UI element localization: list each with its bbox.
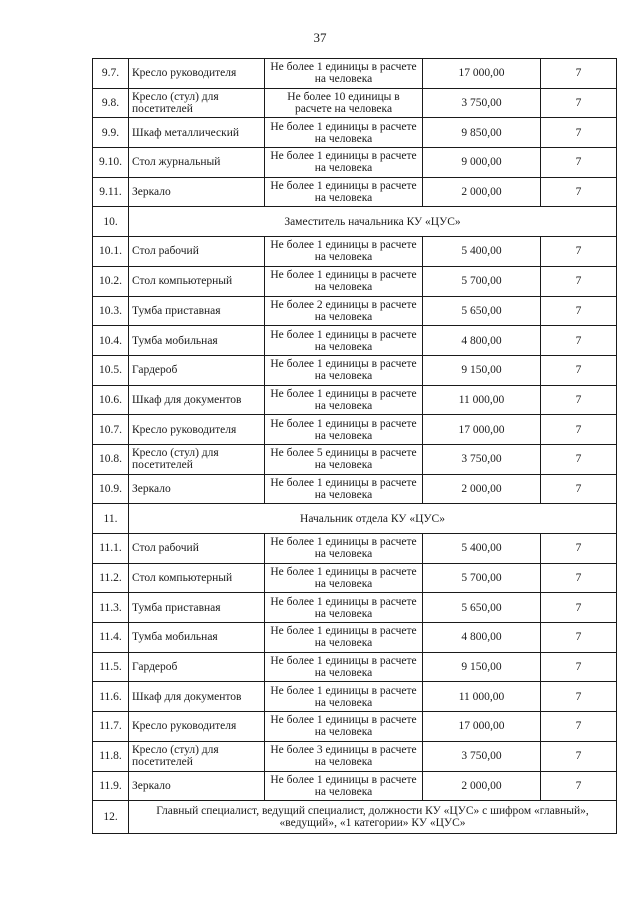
table-row — [93, 563, 617, 593]
item-term: 7 — [541, 623, 617, 653]
item-term: 7 — [541, 444, 617, 474]
item-price: 5 700,00 — [423, 563, 541, 593]
item-name: Зеркало — [129, 177, 265, 207]
item-name: Стол компьютерный — [129, 266, 265, 296]
section-title: Начальник отдела КУ «ЦУС» — [129, 504, 617, 534]
item-norm: Не более 1 единицы в расчете на человека — [265, 712, 423, 742]
item-price: 5 650,00 — [423, 593, 541, 623]
item-norm: Не более 1 единицы в расчете на человека — [265, 652, 423, 682]
section-title: Заместитель начальника КУ «ЦУС» — [129, 207, 617, 237]
item-norm: Не более 1 единицы в расчете на человека — [265, 266, 423, 296]
item-term: 7 — [541, 266, 617, 296]
item-price: 9 150,00 — [423, 355, 541, 385]
section-number: 10. — [93, 207, 129, 237]
item-price: 9 000,00 — [423, 148, 541, 178]
item-price: 3 750,00 — [423, 444, 541, 474]
item-norm: Не более 1 единицы в расчете на человека — [265, 474, 423, 504]
item-number: 11.2. — [93, 563, 129, 593]
item-name: Шкаф для документов — [129, 682, 265, 712]
item-name: Гардероб — [129, 355, 265, 385]
furniture-norms-table — [92, 58, 617, 834]
item-term: 7 — [541, 534, 617, 564]
table-row — [93, 177, 617, 207]
item-name: Зеркало — [129, 474, 265, 504]
item-norm: Не более 1 единицы в расчете на человека — [265, 326, 423, 356]
section-header-row — [93, 504, 617, 534]
section-title: Главный специалист, ведущий специалист, должности КУ «ЦУС» с шифром «главный», «ведущий», «1 категории» КУ «ЦУС» — [129, 801, 617, 834]
item-price: 2 000,00 — [423, 474, 541, 504]
item-price: 17 000,00 — [423, 415, 541, 445]
table-row — [93, 652, 617, 682]
table-row — [93, 237, 617, 267]
item-name: Кресло руководителя — [129, 59, 265, 89]
item-term: 7 — [541, 741, 617, 771]
item-number: 10.5. — [93, 355, 129, 385]
item-number: 11.8. — [93, 741, 129, 771]
item-number: 11.1. — [93, 534, 129, 564]
table-row — [93, 623, 617, 653]
item-term: 7 — [541, 59, 617, 89]
item-price: 5 700,00 — [423, 266, 541, 296]
item-price: 4 800,00 — [423, 326, 541, 356]
table-row — [93, 148, 617, 178]
item-norm: Не более 3 единицы в расчете на человека — [265, 741, 423, 771]
item-name: Кресло руководителя — [129, 712, 265, 742]
table-row — [93, 355, 617, 385]
table-row — [93, 118, 617, 148]
item-number: 10.7. — [93, 415, 129, 445]
item-price: 3 750,00 — [423, 88, 541, 118]
item-term: 7 — [541, 652, 617, 682]
item-price: 2 000,00 — [423, 177, 541, 207]
item-norm: Не более 1 единицы в расчете на человека — [265, 593, 423, 623]
item-term: 7 — [541, 474, 617, 504]
item-name: Зеркало — [129, 771, 265, 801]
item-norm: Не более 1 единицы в расчете на человека — [265, 237, 423, 267]
item-number: 10.9. — [93, 474, 129, 504]
item-name: Тумба мобильная — [129, 623, 265, 653]
item-norm: Не более 10 единицы в расчете на человека — [265, 88, 423, 118]
item-price: 17 000,00 — [423, 59, 541, 89]
item-norm: Не более 1 единицы в расчете на человека — [265, 355, 423, 385]
item-term: 7 — [541, 118, 617, 148]
item-norm: Не более 5 единицы в расчете на человека — [265, 444, 423, 474]
item-term: 7 — [541, 385, 617, 415]
item-term: 7 — [541, 712, 617, 742]
item-number: 9.9. — [93, 118, 129, 148]
item-number: 10.2. — [93, 266, 129, 296]
item-number: 11.5. — [93, 652, 129, 682]
item-term: 7 — [541, 326, 617, 356]
item-term: 7 — [541, 593, 617, 623]
item-price: 11 000,00 — [423, 682, 541, 712]
item-name: Гардероб — [129, 652, 265, 682]
item-name: Кресло руководителя — [129, 415, 265, 445]
item-number: 9.10. — [93, 148, 129, 178]
item-number: 11.6. — [93, 682, 129, 712]
item-norm: Не более 1 единицы в расчете на человека — [265, 534, 423, 564]
item-number: 10.1. — [93, 237, 129, 267]
item-number: 10.3. — [93, 296, 129, 326]
table-row — [93, 741, 617, 771]
section-number: 11. — [93, 504, 129, 534]
item-number: 9.8. — [93, 88, 129, 118]
item-number: 11.7. — [93, 712, 129, 742]
table-row — [93, 712, 617, 742]
item-price: 3 750,00 — [423, 741, 541, 771]
section-number: 12. — [93, 801, 129, 834]
item-price: 9 850,00 — [423, 118, 541, 148]
item-term: 7 — [541, 177, 617, 207]
item-price: 11 000,00 — [423, 385, 541, 415]
item-name: Шкаф металлический — [129, 118, 265, 148]
item-term: 7 — [541, 237, 617, 267]
item-name: Стол рабочий — [129, 237, 265, 267]
item-number: 10.8. — [93, 444, 129, 474]
table-row — [93, 266, 617, 296]
table-row — [93, 296, 617, 326]
table-row — [93, 444, 617, 474]
item-name: Стол журнальный — [129, 148, 265, 178]
item-term: 7 — [541, 148, 617, 178]
table-row — [93, 682, 617, 712]
item-name: Кресло (стул) для посетителей — [129, 741, 265, 771]
item-price: 5 400,00 — [423, 237, 541, 267]
item-norm: Не более 1 единицы в расчете на человека — [265, 59, 423, 89]
item-term: 7 — [541, 415, 617, 445]
table-row — [93, 771, 617, 801]
item-norm: Не более 1 единицы в расчете на человека — [265, 177, 423, 207]
item-price: 2 000,00 — [423, 771, 541, 801]
item-norm: Не более 2 единицы в расчете на человека — [265, 296, 423, 326]
item-name: Кресло (стул) для посетителей — [129, 444, 265, 474]
item-number: 10.4. — [93, 326, 129, 356]
item-norm: Не более 1 единицы в расчете на человека — [265, 563, 423, 593]
item-norm: Не более 1 единицы в расчете на человека — [265, 118, 423, 148]
item-term: 7 — [541, 563, 617, 593]
item-number: 11.4. — [93, 623, 129, 653]
item-name: Тумба приставная — [129, 593, 265, 623]
item-name: Стол компьютерный — [129, 563, 265, 593]
item-price: 5 400,00 — [423, 534, 541, 564]
item-term: 7 — [541, 682, 617, 712]
item-norm: Не более 1 единицы в расчете на человека — [265, 623, 423, 653]
item-norm: Не более 1 единицы в расчете на человека — [265, 148, 423, 178]
item-price: 9 150,00 — [423, 652, 541, 682]
section-header-row — [93, 207, 617, 237]
item-number: 9.7. — [93, 59, 129, 89]
item-term: 7 — [541, 296, 617, 326]
item-price: 17 000,00 — [423, 712, 541, 742]
item-term: 7 — [541, 355, 617, 385]
item-term: 7 — [541, 88, 617, 118]
table-row — [93, 59, 617, 89]
item-norm: Не более 1 единицы в расчете на человека — [265, 415, 423, 445]
item-price: 5 650,00 — [423, 296, 541, 326]
item-price: 4 800,00 — [423, 623, 541, 653]
table-row — [93, 474, 617, 504]
item-term: 7 — [541, 771, 617, 801]
page-number: 37 — [313, 30, 327, 45]
item-name: Тумба приставная — [129, 296, 265, 326]
table-row — [93, 326, 617, 356]
table-body — [93, 59, 617, 834]
section-header-row — [93, 801, 617, 834]
table-row — [93, 534, 617, 564]
item-norm: Не более 1 единицы в расчете на человека — [265, 682, 423, 712]
item-number: 9.11. — [93, 177, 129, 207]
table-row — [93, 593, 617, 623]
item-number: 11.3. — [93, 593, 129, 623]
item-name: Стол рабочий — [129, 534, 265, 564]
table-row — [93, 88, 617, 118]
item-norm: Не более 1 единицы в расчете на человека — [265, 385, 423, 415]
table-row — [93, 385, 617, 415]
item-name: Кресло (стул) для посетителей — [129, 88, 265, 118]
item-name: Тумба мобильная — [129, 326, 265, 356]
item-number: 11.9. — [93, 771, 129, 801]
table-row — [93, 415, 617, 445]
item-norm: Не более 1 единицы в расчете на человека — [265, 771, 423, 801]
item-name: Шкаф для документов — [129, 385, 265, 415]
item-number: 10.6. — [93, 385, 129, 415]
